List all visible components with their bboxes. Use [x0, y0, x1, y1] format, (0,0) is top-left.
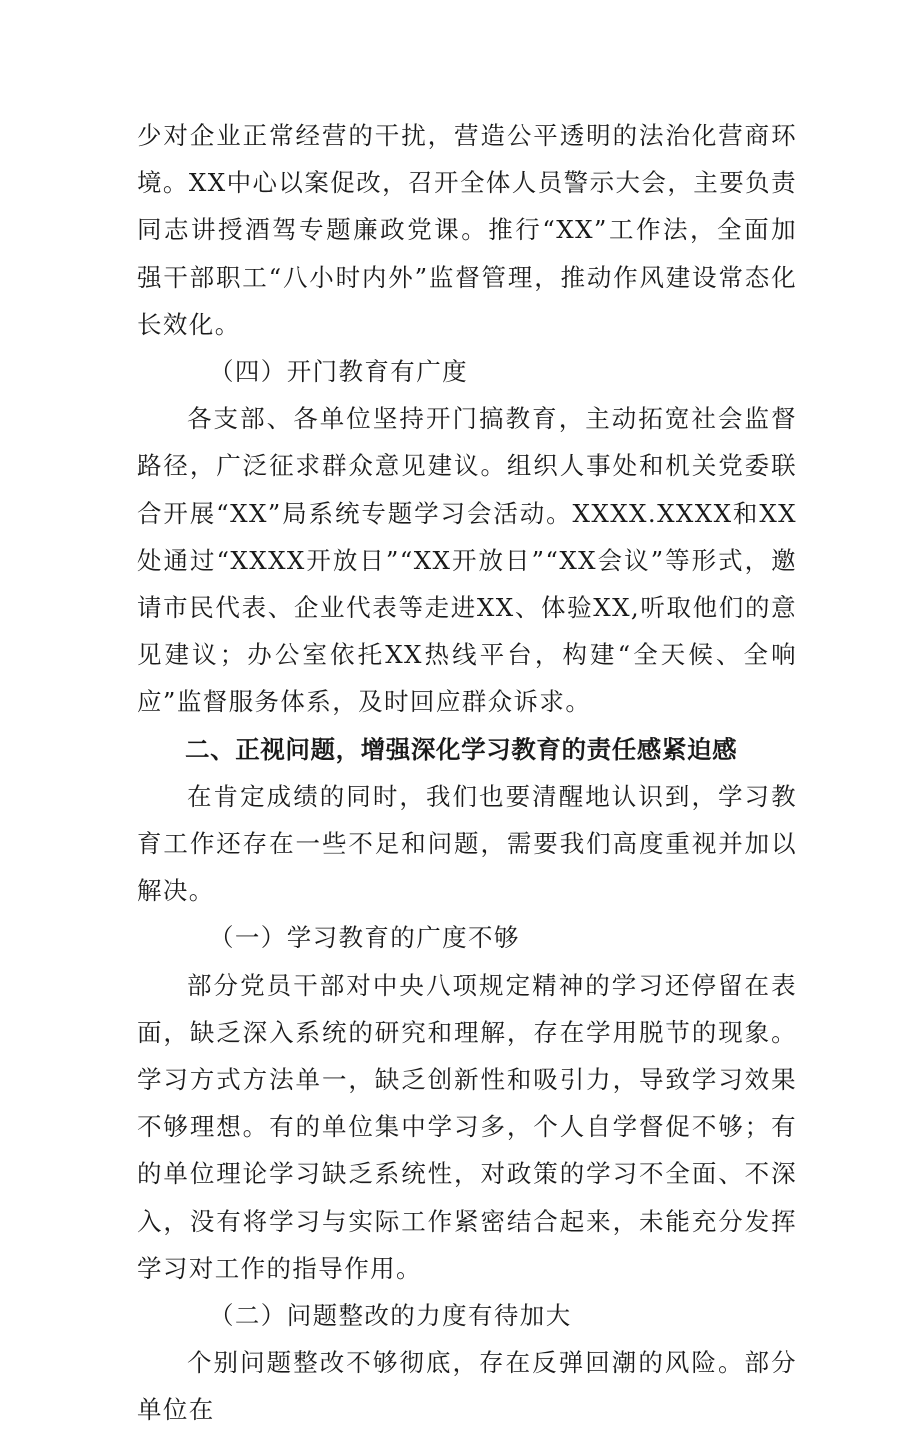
section-heading-face-problems: 二、正视问题，增强深化学习教育的责任感紧迫感 [185, 734, 738, 764]
document-body [137, 112, 797, 1434]
subheading-study-breadth: （一）学习教育的广度不够 [209, 923, 520, 953]
paragraph-open-education: 各支部、各单位坚持开门搞教育，主动拓宽社会监督路径，广泛征求群众意见建议。组织人事处和机关党委联合开展“XX”局系统专题学习会活动。XXXX.XXXX和XX处通过“XXXX开放日”“XX开放日”“XX会议”等形式，邀请市民代表、企业代表等走进XX、体验XX,听取他们的意见建议；办公室依托XX热线平台，构建“全天候、全响应”监督服务体系，及时回应群众诉求。 [137, 404, 797, 717]
paragraph-acknowledge-problems: 在肯定成绩的同时，我们也要清醒地认识到，学习教育工作还存在一些不足和问题，需要我们高度重视并加以解决。 [137, 781, 797, 906]
subheading-rectification: （二）问题整改的力度有待加大 [209, 1301, 572, 1331]
paragraph-study-breadth: 部分党员干部对中央八项规定精神的学习还停留在表面，缺乏深入系统的研究和理解，存在学用脱节的现象。学习方式方法单一，缺乏创新性和吸引力，导致学习效果不够理想。有的单位集中学习多，个人自学督促不够；有的单位理论学习缺乏系统性，对政策的学习不全面、不深入，没有将学习与实际工作紧密结合起来，未能充分发挥学习对工作的指导作用。 [137, 970, 797, 1283]
paragraph-rectification: 个别问题整改不够彻底，存在反弹回潮的风险。部分单位在 [137, 1348, 797, 1425]
subheading-open-education: （四）开门教育有广度 [209, 357, 468, 387]
paragraph-continued: 少对企业正常经营的干扰，营造公平透明的法治化营商环境。XX中心以案促改，召开全体人员警示大会，主要负责同志讲授酒驾专题廉政党课。推行“XX”工作法，全面加强干部职工“八小时内外”监督管理，推动作风建设常态化长效化。 [137, 121, 797, 339]
